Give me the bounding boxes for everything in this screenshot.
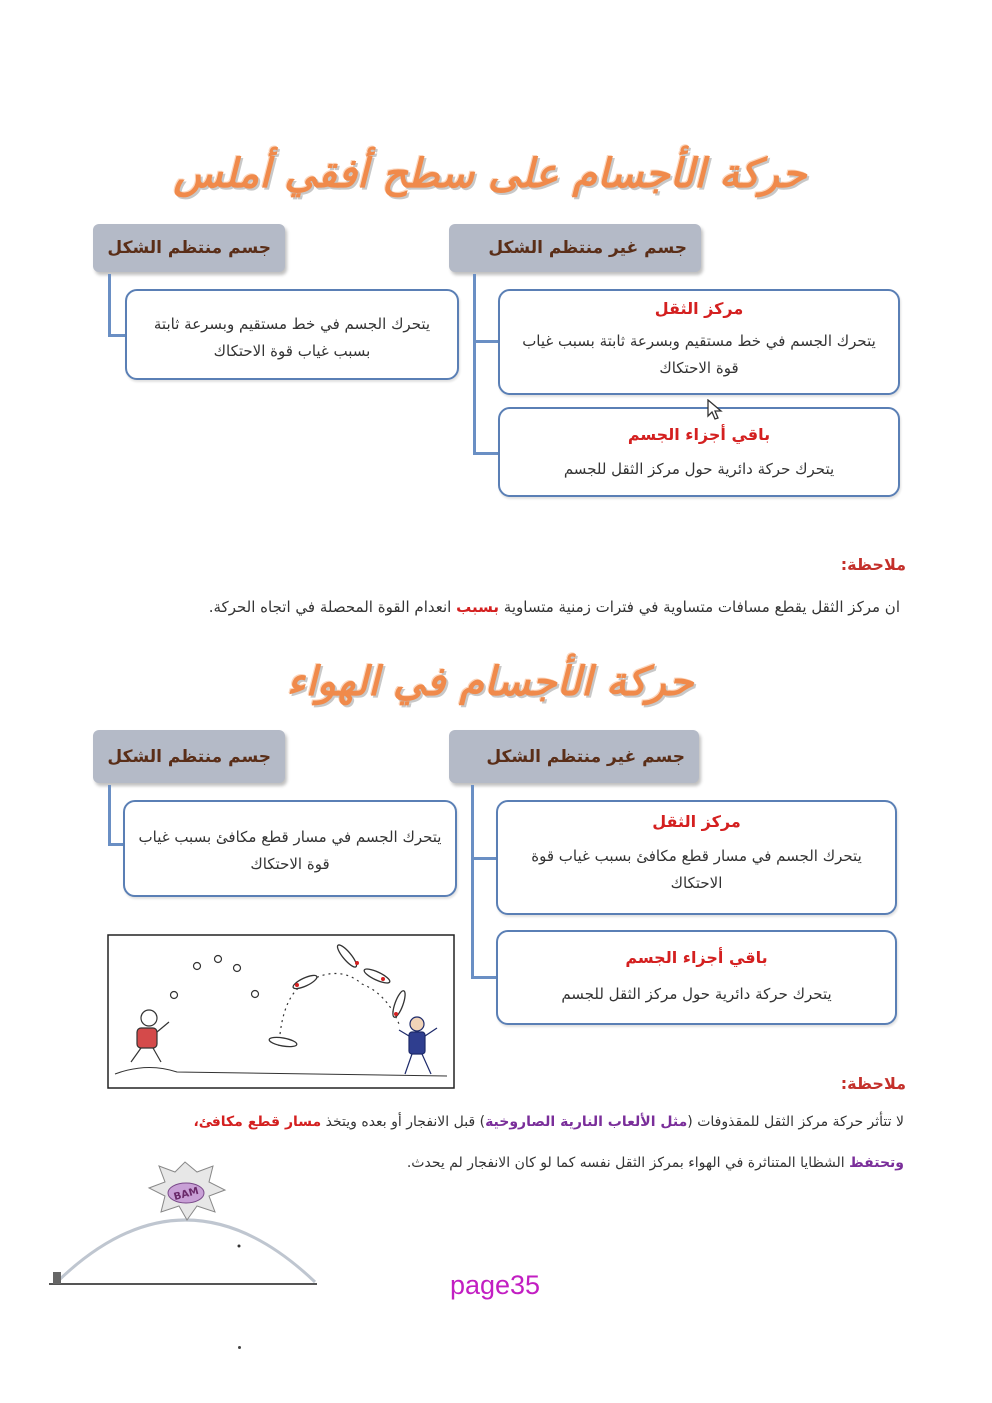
connector-line [471,785,474,978]
section2-title: حركة الأجسام في الهواء [286,658,694,705]
section2-other-parts-text: يتحرك حركة دائرية حول مركز الثقل للجسم [561,985,832,1003]
section1-left-header: جسم منتظم الشكل [93,224,285,272]
section2-right-header: جسم غير منتظم الشكل [449,730,699,783]
connector-line [471,976,499,979]
note1-text-after: انعدام القوة المحصلة في اتجاه الحركة. [208,598,452,616]
note2-line2-b: الشظايا المتناثرة في الهواء بمركز الثقل نفسه كما لو كان الانفجار لم يحدث. [406,1155,850,1171]
section2-other-parts-card [496,930,897,1025]
note2-line1-a: لا تتأثر حركة مركز الثقل للمقذوفات ( [687,1114,904,1130]
explosion-bam-text: BAM [172,1185,201,1204]
section2-center-of-mass-card [496,800,897,915]
connector-line [108,274,111,336]
note2-line1-b: مثل الألعاب النارية الصاروخية [485,1114,688,1130]
section2-left-header: جسم منتظم الشكل [93,730,285,783]
connector-line [473,274,476,454]
section2-other-parts-title: باقي أجزاء الجسم [625,948,768,967]
note2-line1 [80,1114,904,1130]
page-number-label: page35 [449,1270,541,1300]
note2-label: ملاحظة: [840,1074,906,1093]
section1-left-card [125,289,459,380]
juggling-illustration [107,934,455,1089]
section1-other-parts-text: يتحرك حركة دائرية حول مركز الثقل للجسم [563,460,835,478]
section2-center-of-mass-title: مركز الثقل [652,812,741,831]
section1-other-parts-title: باقي أجزاء الجسم [627,425,771,444]
explosion-trajectory-illustration [45,1150,325,1292]
mouse-cursor-icon [706,399,724,421]
connector-line [108,785,111,845]
connector-line [473,452,501,455]
section1-center-of-mass-card [498,289,900,395]
stray-dot [238,1346,241,1349]
note2-line2 [300,1155,904,1171]
note2-line2-a: وتحتفظ [849,1155,904,1171]
section1-other-parts-card [498,407,900,497]
note2-line1-c: ) قبل الانفجار أو بعده ويتخذ [321,1114,486,1130]
note2-line1-d: مسار قطع مكافئ، [193,1114,322,1130]
connector-line [471,857,499,860]
connector-line [473,340,501,343]
note1-label: ملاحظة: [840,555,906,574]
note1-highlight: بسبب [456,598,500,616]
section1-title: حركة الأجسام على سطح أفقي أملس [173,150,807,197]
note1-text-before: ان مركز الثقل يقطع مسافات متساوية في فترات زمنية متساوية [503,598,900,616]
section2-left-card [123,800,457,897]
section1-center-of-mass-text: يتحرك الجسم في خط مستقيم وبسرعة ثابتة بسبب غياب قوة الاحتكاك [522,332,876,377]
section1-right-header: جسم غير منتظم الشكل [449,224,701,272]
section1-left-card-text: يتحرك الجسم في خط مستقيم وبسرعة ثابتة بسبب غياب قوة الاحتكاك [153,315,431,360]
section2-center-of-mass-text: يتحرك الجسم في مسار قطع مكافئ بسبب غياب قوة الاحتكاك [531,847,862,892]
section1-center-of-mass-title: مركز الثقل [654,299,744,318]
note1-paragraph [40,598,900,616]
section2-left-card-text: يتحرك الجسم في مسار قطع مكافئ بسبب غياب قوة الاحتكاك [138,828,442,873]
